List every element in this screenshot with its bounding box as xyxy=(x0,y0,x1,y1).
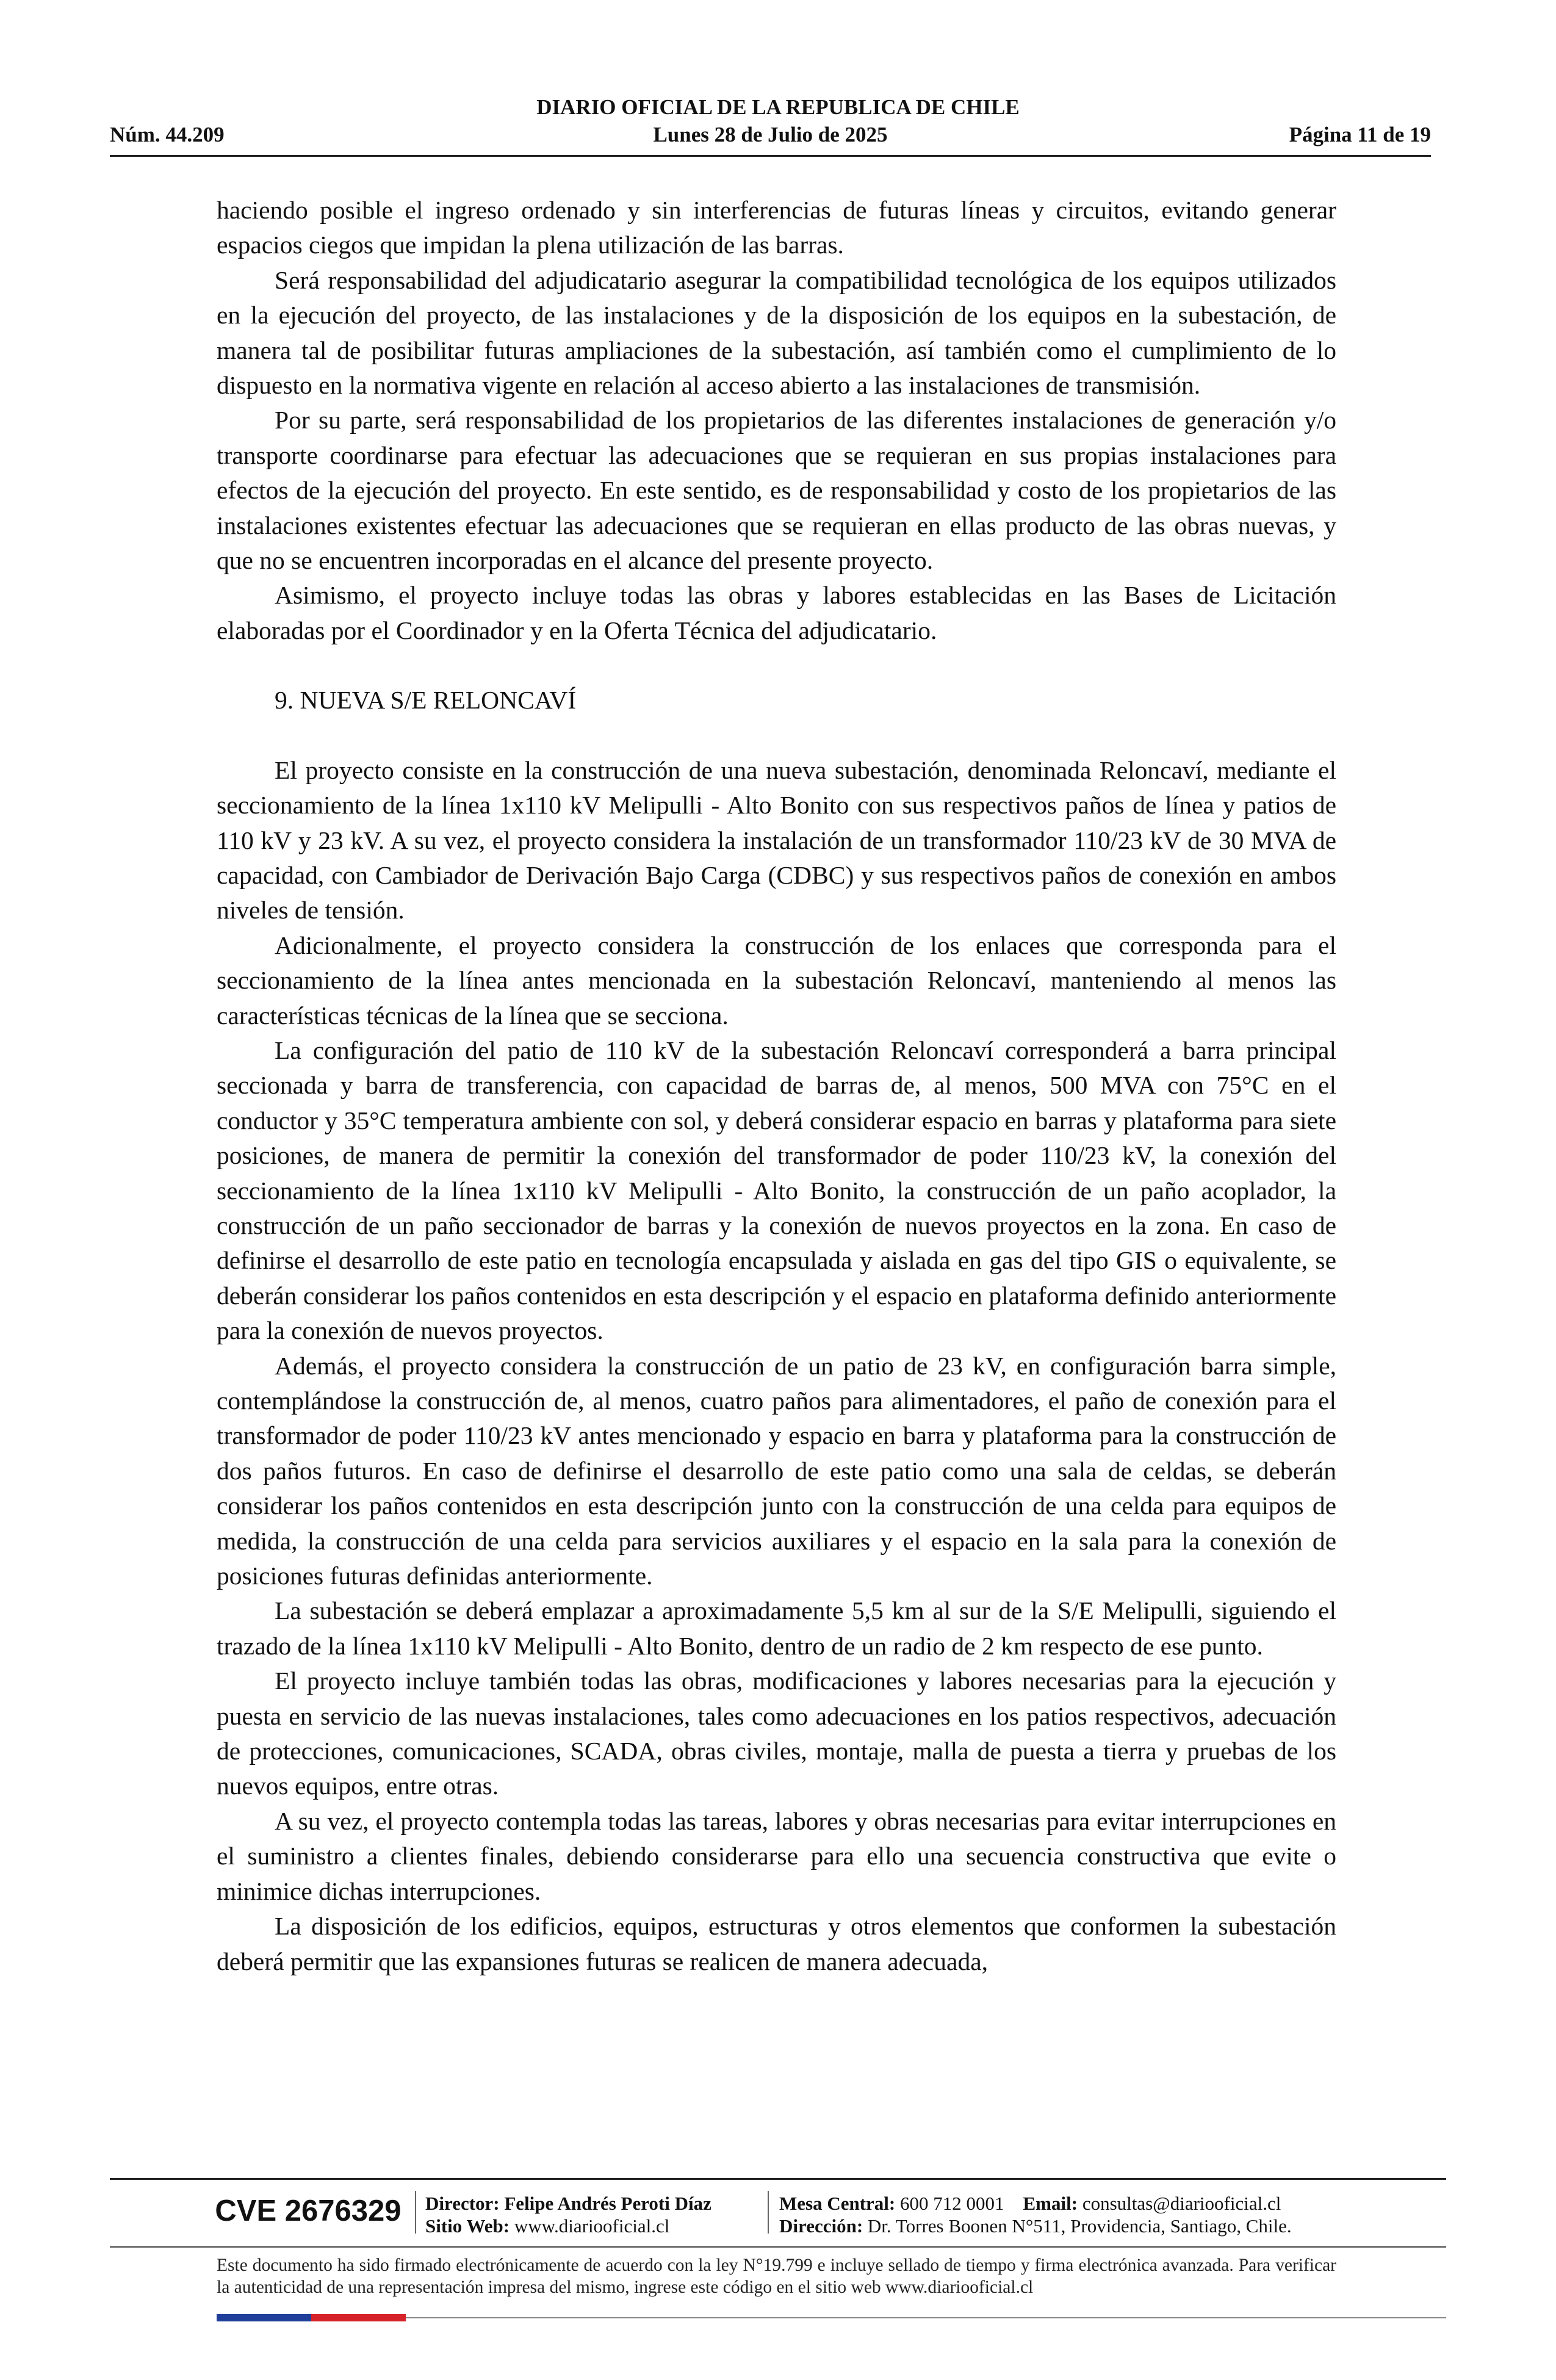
email-label: Email: xyxy=(1023,2193,1078,2214)
flag-stripe-blue xyxy=(217,2314,311,2321)
email-link[interactable]: consultas@diariooficial.cl xyxy=(1082,2193,1281,2214)
document-body xyxy=(217,193,1336,1979)
page-header xyxy=(110,123,1431,153)
website-link[interactable]: www.diariooficial.cl xyxy=(514,2215,670,2237)
paragraph: Será responsabilidad del adjudicatario asegurar la compatibilidad tecnológica de los equipos utilizados en la ejecución del proyecto, de las instalaciones y de la disposición de los equipos en la subestación, de manera tal de posibilitar futuras ampliaciones de la subestación, así también como el cumplimiento de lo dispuesto en la normativa vigente en relación al acceso abierto a las instalaciones de transmisión. xyxy=(217,265,1336,400)
footer-separator xyxy=(415,2191,416,2234)
flag-stripe-red xyxy=(311,2314,406,2321)
cve-code: CVE 2676329 xyxy=(215,2194,402,2227)
footer-divider xyxy=(110,2246,1446,2248)
issue-date: Lunes 28 de Julio de 2025 xyxy=(653,123,888,146)
footer-bottom-rule xyxy=(406,2317,1446,2318)
paragraph: La configuración del patio de 110 kV de la subestación Reloncaví corresponderá a barra principal seccionada y barra de transferencia, con capacidad de barras de, al menos, 500 MVA con 75°C en el conductor y 35°C temperatura ambiente con sol, y deberá considerar espacio en barras y plataforma para siete posiciones, de manera de permitir la conexión del transformador de poder 110/23 kV, la conexión del seccionamiento de la línea 1x110 kV Melipulli - Alto Bonito, la construcción de un paño acoplador, la construcción de un paño seccionador de barras y la conexión de nuevos proyectos en la zona. En caso de definirse el desarrollo de este patio en tecnología encapsulada y aislada en gas del tipo GIS o equivalente, se deberán considerar los paños contenidos en esta descripción y el espacio en plataforma definido anteriormente para la conexión de nuevos proyectos. xyxy=(217,1036,1336,1345)
address-label: Dirección: xyxy=(779,2215,863,2237)
paragraph: Asimismo, el proyecto incluye todas las obras y labores establecidas en las Bases de Licitación elaboradas por el Coordinador y en la Oferta Técnica del adjudicatario. xyxy=(217,581,1336,644)
header-divider xyxy=(110,155,1431,157)
legal-notice: Este documento ha sido firmado electrónicamente de acuerdo con la ley N°19.799 e incluye sellado de tiempo y firma electrónica avanzada. Para verificar la autenticidad de una representación impresa del mismo, ingrese este código en el sitio web www.diariooficial.cl xyxy=(217,2256,1336,2297)
paragraph: A su vez, el proyecto contempla todas las tareas, labores y obras necesarias para evitar interrupciones en el suministro a clientes finales, debiendo considerarse para ello una secuencia constructiva que evite o minimice dichas interrupciones. xyxy=(217,1806,1336,1905)
footer-director-block xyxy=(425,2192,711,2237)
paragraph: Por su parte, será responsabilidad de los propietarios de las diferentes instalaciones de generación y/o transporte coordinarse para efectuar las adecuaciones que se requieran en sus propias instalaciones para efectos de la ejecución del proyecto. En este sentido, es de responsabilidad y costo de los propietarios de las instalaciones existentes efectuar las adecuaciones que se requieran en ellas producto de las obras nuevas, y que no se encuentren incorporadas en el alcance del presente proyecto. xyxy=(217,406,1336,575)
paragraph: El proyecto consiste en la construcción de una nueva subestación, denominada Reloncaví, mediante el seccionamiento de la línea 1x110 kV Melipulli - Alto Bonito con sus respectivos paños de línea y patios de 110 kV y 23 kV. A su vez, el proyecto considera la instalación de un transformador 110/23 kV de 30 MVA de capacidad, con Cambiador de Derivación Bajo Carga (CDBC) y sus respectivos paños de conexión en ambos niveles de tensión. xyxy=(217,755,1336,925)
page-indicator: Página 11 de 19 xyxy=(1289,123,1431,146)
paragraph: haciendo posible el ingreso ordenado y sin interferencias de futuras líneas y circuitos, evitando generar espacios ciegos que impidan la plena utilización de las barras. xyxy=(217,196,1336,259)
phone-number: 600 712 0001 xyxy=(900,2193,1004,2214)
website-label: Sitio Web: xyxy=(425,2215,510,2237)
footer-separator xyxy=(768,2191,769,2234)
director-name: Felipe Andrés Peroti Díaz xyxy=(504,2193,711,2214)
phone-label: Mesa Central: xyxy=(779,2193,896,2214)
issue-number: Núm. 44.209 xyxy=(110,123,225,146)
footer-divider xyxy=(110,2178,1446,2180)
paragraph: Adicionalmente, el proyecto considera la construcción de los enlaces que corresponda para el seccionamiento de la línea antes mencionada en la subestación Reloncaví, manteniendo al menos las características técnicas de la línea que se secciona. xyxy=(217,931,1336,1030)
paragraph: El proyecto incluye también todas las obras, modificaciones y labores necesarias para la ejecución y puesta en servicio de las nuevas instalaciones, tales como adecuaciones en los patios respectivos, adecuación de protecciones, comunicaciones, SCADA, obras civiles, montaje, malla de puesta a tierra y pruebas de los nuevos equipos, entre otras. xyxy=(217,1667,1336,1800)
footer-contact-block xyxy=(779,2192,1292,2237)
paragraph: La subestación se deberá emplazar a aproximadamente 5,5 km al sur de la S/E Melipulli, siguiendo el trazado de la línea 1x110 kV Melipulli - Alto Bonito, dentro de un radio de 2 km respecto de ese punto. xyxy=(217,1596,1336,1660)
section-heading: 9. NUEVA S/E RELONCAVÍ xyxy=(275,686,577,715)
address-value: Dr. Torres Boonen N°511, Providencia, Santiago, Chile. xyxy=(867,2215,1292,2237)
director-label: Director: xyxy=(425,2193,500,2214)
paragraph: Además, el proyecto considera la construcción de un patio de 23 kV, en configuración barra simple, contemplándose la construcción de, al menos, cuatro paños para alimentadores, el paño de conexión para el transformador de poder 110/23 kV antes mencionado y espacio en barra y plataforma para la construcción de dos paños futuros. En caso de definirse el desarrollo de este patio como una sala de celdas, se deberán considerar los paños contenidos en esta descripción junto con la construcción de una celda para equipos de medida, la construcción de una celda para servicios auxiliares y el espacio en la sala para la conexión de posiciones futuras definidas anteriormente. xyxy=(217,1351,1336,1590)
newspaper-title: DIARIO OFICIAL DE LA REPUBLICA DE CHILE xyxy=(536,95,1020,119)
paragraph: La disposición de los edificios, equipos, estructuras y otros elementos que conformen la subestación deberá permitir que las expansiones futuras se realicen de manera adecuada, xyxy=(217,1912,1336,1975)
